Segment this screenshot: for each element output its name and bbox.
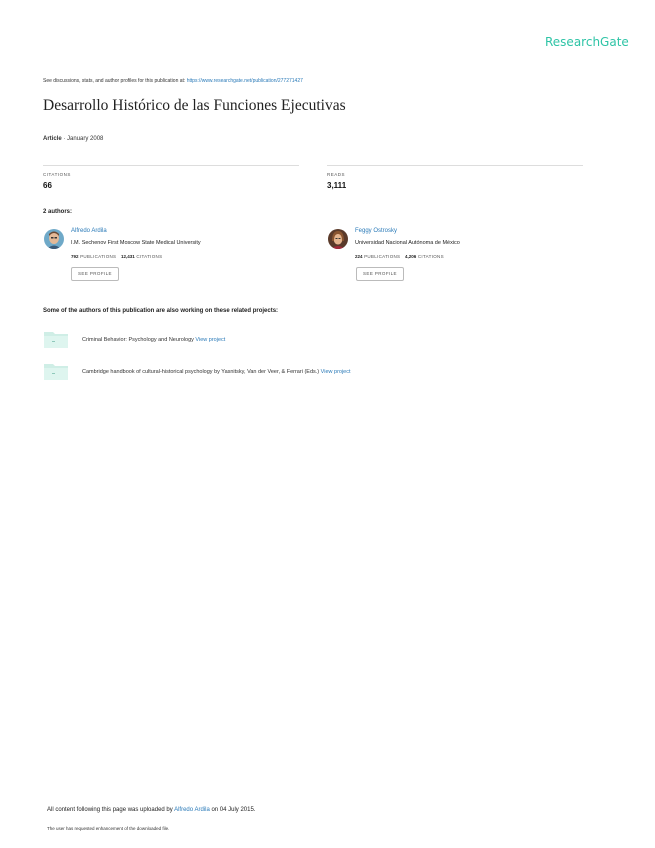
project-item: [82, 369, 351, 375]
author-name[interactable]: Alfredo Ardila: [71, 228, 107, 234]
author-citations-count: 4,206: [405, 254, 417, 259]
article-type: Article: [43, 136, 62, 142]
enhancement-note: The user has requested enhancement of the downloaded file.: [47, 826, 170, 831]
divider-citations: [43, 165, 299, 166]
upload-note: [47, 807, 255, 813]
discussion-note: [43, 78, 303, 84]
author-publications-count: 224: [355, 254, 363, 259]
avatar[interactable]: [44, 229, 64, 249]
reads-value: 3,111: [327, 181, 347, 190]
see-profile-button[interactable]: SEE PROFILE: [356, 267, 404, 281]
researchgate-logo[interactable]: ResearchGate: [545, 35, 629, 49]
view-project-link[interactable]: View project: [320, 369, 351, 375]
upload-note-suffix: on 04 July 2015.: [209, 807, 256, 813]
author-name[interactable]: Feggy Ostrosky: [355, 228, 398, 234]
article-meta: [43, 136, 103, 142]
article-date: · January 2008: [61, 136, 104, 142]
publication-link[interactable]: https://www.researchgate.net/publication/277271427: [186, 78, 303, 84]
author-stats: [71, 254, 162, 259]
authors-heading: 2 authors:: [43, 209, 73, 215]
avatar[interactable]: [328, 229, 348, 249]
citations-value: 66: [43, 181, 52, 190]
view-project-link[interactable]: View project: [195, 337, 226, 343]
projects-heading: Some of the authors of this publication are also working on these related projects:: [43, 308, 279, 314]
see-profile-button[interactable]: SEE PROFILE: [71, 267, 119, 281]
discussion-note-text: See discussions, stats, and author profiles for this publication at:: [43, 78, 187, 84]
folder-icon: [44, 330, 68, 348]
divider-reads: [327, 165, 583, 166]
author-citations-label: CITATIONS: [136, 254, 163, 259]
reads-label: READS: [327, 172, 346, 177]
upload-note-prefix: All content following this page was uploaded by: [47, 807, 175, 813]
citations-label: CITATIONS: [43, 172, 71, 177]
author-citations-label: CITATIONS: [417, 254, 444, 259]
author-citations-count: 12,431: [121, 254, 135, 259]
project-title: Criminal Behavior: Psychology and Neurology: [82, 337, 194, 343]
uploader-link[interactable]: Alfredo Ardila: [174, 807, 210, 813]
project-title: Cambridge handbook of cultural-historical psychology by Yasnitsky, Van der Veer, & Ferrari (Eds.): [82, 369, 320, 375]
project-item: [82, 337, 225, 343]
page-title: Desarrollo Histórico de las Funciones Ejecutivas: [43, 97, 346, 114]
author-publications-count: 792: [71, 254, 79, 259]
author-stats: [355, 254, 444, 259]
author-institution: I.M. Sechenov First Moscow State Medical University: [71, 240, 201, 246]
folder-icon: [44, 362, 68, 380]
author-publications-label: PUBLICATIONS: [80, 254, 117, 259]
author-institution: Universidad Nacional Autónoma de México: [355, 240, 460, 246]
author-publications-label: PUBLICATIONS: [364, 254, 401, 259]
